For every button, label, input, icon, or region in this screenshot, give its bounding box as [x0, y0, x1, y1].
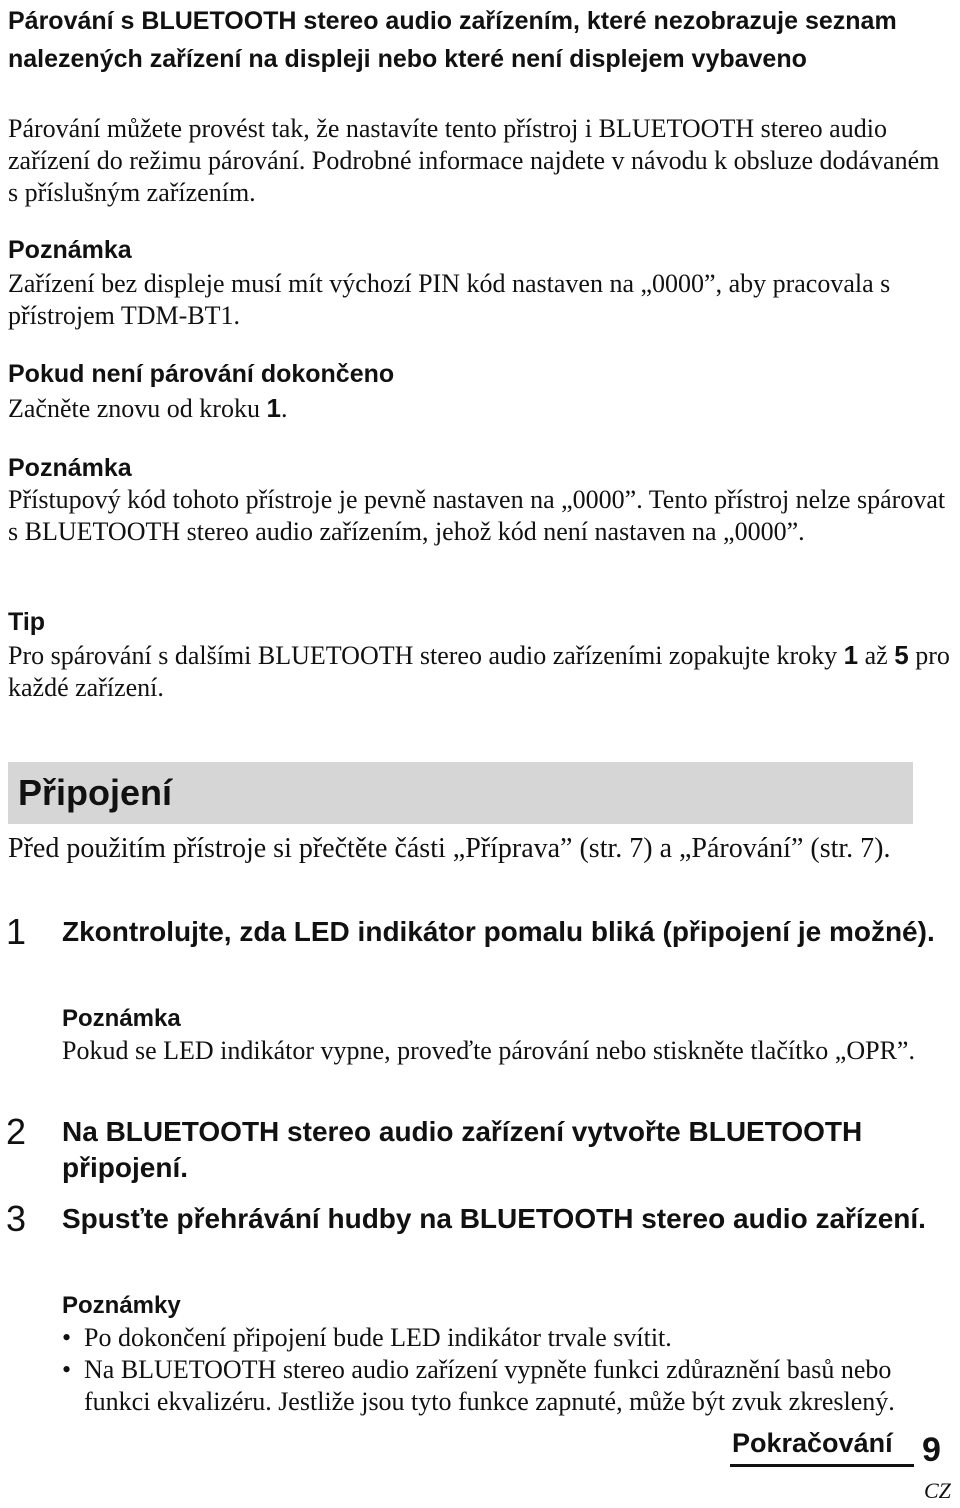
- list-item: • Na BLUETOOTH stereo audio zařízení vypněte funkci zdůraznění basů nebo funkci ekvalizéru. Jestliže jsou tyto funkce zapnuté, může být zvuk zkreslený.: [62, 1355, 895, 1416]
- section-title: Připojení: [18, 772, 173, 813]
- pairing-incomplete-heading: Pokud není párování dokončeno: [8, 360, 395, 388]
- notes-heading: Poznámky: [62, 1292, 181, 1319]
- step-reference: 1: [266, 393, 281, 423]
- continued-label: Pokračování: [732, 1428, 893, 1458]
- bullet-icon: •: [62, 1323, 72, 1352]
- list-item: • Po dokončení připojení bude LED indikátor trvale svítit.: [62, 1323, 672, 1352]
- language-code: CZ: [924, 1478, 951, 1503]
- step-number: 1: [6, 911, 27, 952]
- note-body: Přístupový kód tohoto přístroje je pevně nastaven na „0000”. Tento přístroj nelze spárovat s BLUETOOTH stereo audio zařízením, jehož kód není nastaven na „0000”.: [8, 485, 946, 546]
- note-body: Pokud se LED indikátor vypne, proveďte párování nebo stiskněte tlačítko „OPR”.: [62, 1036, 915, 1065]
- note-heading: Poznámka: [62, 1005, 181, 1032]
- step-instruction: Zkontrolujte, zda LED indikátor pomalu bliká (připojení je možné).: [62, 916, 935, 947]
- tip-heading: Tip: [8, 608, 46, 636]
- note-heading: Poznámka: [8, 236, 132, 264]
- step-reference: 5: [894, 640, 909, 670]
- pairing-section-body: Párování můžete provést tak, že nastavíte tento přístroj i BLUETOOTH stereo audio zařízení do režimu párování. Podrobné informace najdete v návodu k obsluze dodávaném s příslušným zařízením.: [8, 114, 940, 207]
- page-number: 9: [922, 1431, 941, 1469]
- note-heading: Poznámka: [8, 454, 132, 482]
- bullet-icon: •: [62, 1355, 72, 1384]
- note-body: Zařízení bez displeje musí mít výchozí PIN kód nastaven na „0000”, aby pracovala s přístrojem TDM-BT1.: [8, 269, 891, 330]
- step-instruction: Na BLUETOOTH stereo audio zařízení vytvořte BLUETOOTH připojení.: [62, 1116, 863, 1183]
- notes-list: [62, 1322, 922, 1418]
- tip-body: Pro spárování s dalšími BLUETOOTH stereo audio zařízeními zopakujte kroky 1 až 5 pro každé zařízení.: [8, 640, 950, 702]
- step-reference: 1: [843, 640, 859, 670]
- pairing-section-heading: Párování s BLUETOOTH stereo audio zařízením, které nezobrazuje seznam nalezených zařízení na displeji nebo které není displejem vybaveno: [8, 7, 897, 73]
- continued-underline: [730, 1464, 914, 1467]
- step-instruction: Spusťte přehrávání hudby na BLUETOOTH stereo audio zařízení.: [62, 1203, 926, 1234]
- step-number: 2: [6, 1111, 27, 1152]
- step-number: 3: [6, 1198, 27, 1239]
- pairing-incomplete-body: Začněte znovu od kroku 1.: [8, 393, 288, 423]
- section-intro: Před použitím přístroje si přečtěte části „Příprava” (str. 7) a „Párování” (str. 7).: [8, 833, 891, 864]
